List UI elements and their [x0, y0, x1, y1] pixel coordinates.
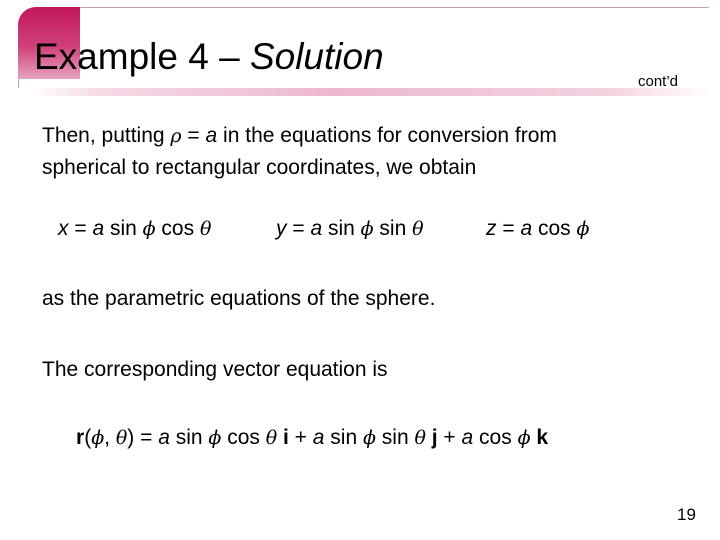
intro-a: a	[205, 124, 218, 147]
y-var: y	[276, 217, 287, 240]
x-cos: cos	[155, 217, 200, 240]
equation-x	[58, 217, 211, 241]
vec-close-equals: ) =	[127, 426, 159, 449]
vec-phi1: ϕ	[208, 427, 222, 449]
parametric-paragraph: as the parametric equations of the sphere.	[42, 287, 436, 310]
vec-theta2: θ	[414, 427, 426, 449]
y-phi: ϕ	[360, 218, 374, 240]
intro-text-rest: in the equations for conversion from	[217, 124, 557, 147]
intro-text-start: Then, putting	[42, 124, 171, 147]
vec-open-paren: (	[84, 426, 92, 449]
vec-phi2: ϕ	[362, 427, 376, 449]
y-theta: θ	[412, 218, 424, 240]
y-equals: =	[286, 217, 311, 240]
vec-sin2: sin	[324, 426, 363, 449]
vec-i: i	[277, 426, 289, 449]
vector-equation	[76, 426, 548, 450]
continued-label: cont’d	[638, 73, 679, 90]
y-sin: sin	[322, 217, 361, 240]
vec-a3: a	[461, 426, 474, 449]
title-solution: Solution	[249, 36, 384, 77]
intro-equals: =	[181, 124, 206, 147]
vector-intro-paragraph: The corresponding vector equation is	[42, 358, 388, 381]
vec-r: r	[76, 426, 85, 449]
z-a: a	[520, 217, 533, 240]
z-var: z	[486, 217, 497, 240]
x-a: a	[92, 217, 105, 240]
vec-a1: a	[158, 426, 170, 449]
page-number: 19	[677, 505, 696, 524]
slide-title	[34, 38, 384, 75]
vec-cos1: cos	[221, 426, 266, 449]
x-sin: sin	[104, 217, 143, 240]
x-equals: =	[68, 217, 93, 240]
vec-phi3: ϕ	[517, 427, 531, 449]
vec-a2: a	[312, 426, 325, 449]
vec-plus2: +	[437, 426, 462, 449]
equation-z	[486, 217, 589, 241]
vec-theta: θ	[115, 427, 128, 449]
vec-sin3: sin	[375, 426, 415, 449]
vec-phi: ϕ	[91, 427, 105, 449]
vec-j: j	[425, 426, 438, 449]
vec-k: k	[530, 426, 549, 449]
x-var: x	[58, 217, 69, 240]
z-phi: ϕ	[576, 218, 590, 240]
x-phi: ϕ	[142, 218, 156, 240]
equation-y	[276, 217, 424, 241]
vec-comma: ,	[104, 426, 116, 449]
vec-sin1: sin	[169, 426, 209, 449]
y-sin2: sin	[373, 217, 413, 240]
vec-theta1: θ	[265, 427, 278, 449]
vec-plus1: +	[288, 426, 313, 449]
x-theta: θ	[199, 218, 212, 240]
y-a: a	[310, 217, 323, 240]
rho-symbol: ρ	[170, 125, 182, 147]
title-underline	[30, 88, 710, 96]
title-main: Example 4 –	[34, 36, 250, 77]
vec-cos2: cos	[473, 426, 518, 449]
z-cos: cos	[532, 217, 577, 240]
intro-paragraph	[42, 120, 557, 183]
z-equals: =	[496, 217, 521, 240]
intro-text-line2: spherical to rectangular coordinates, we obtain	[42, 156, 477, 179]
